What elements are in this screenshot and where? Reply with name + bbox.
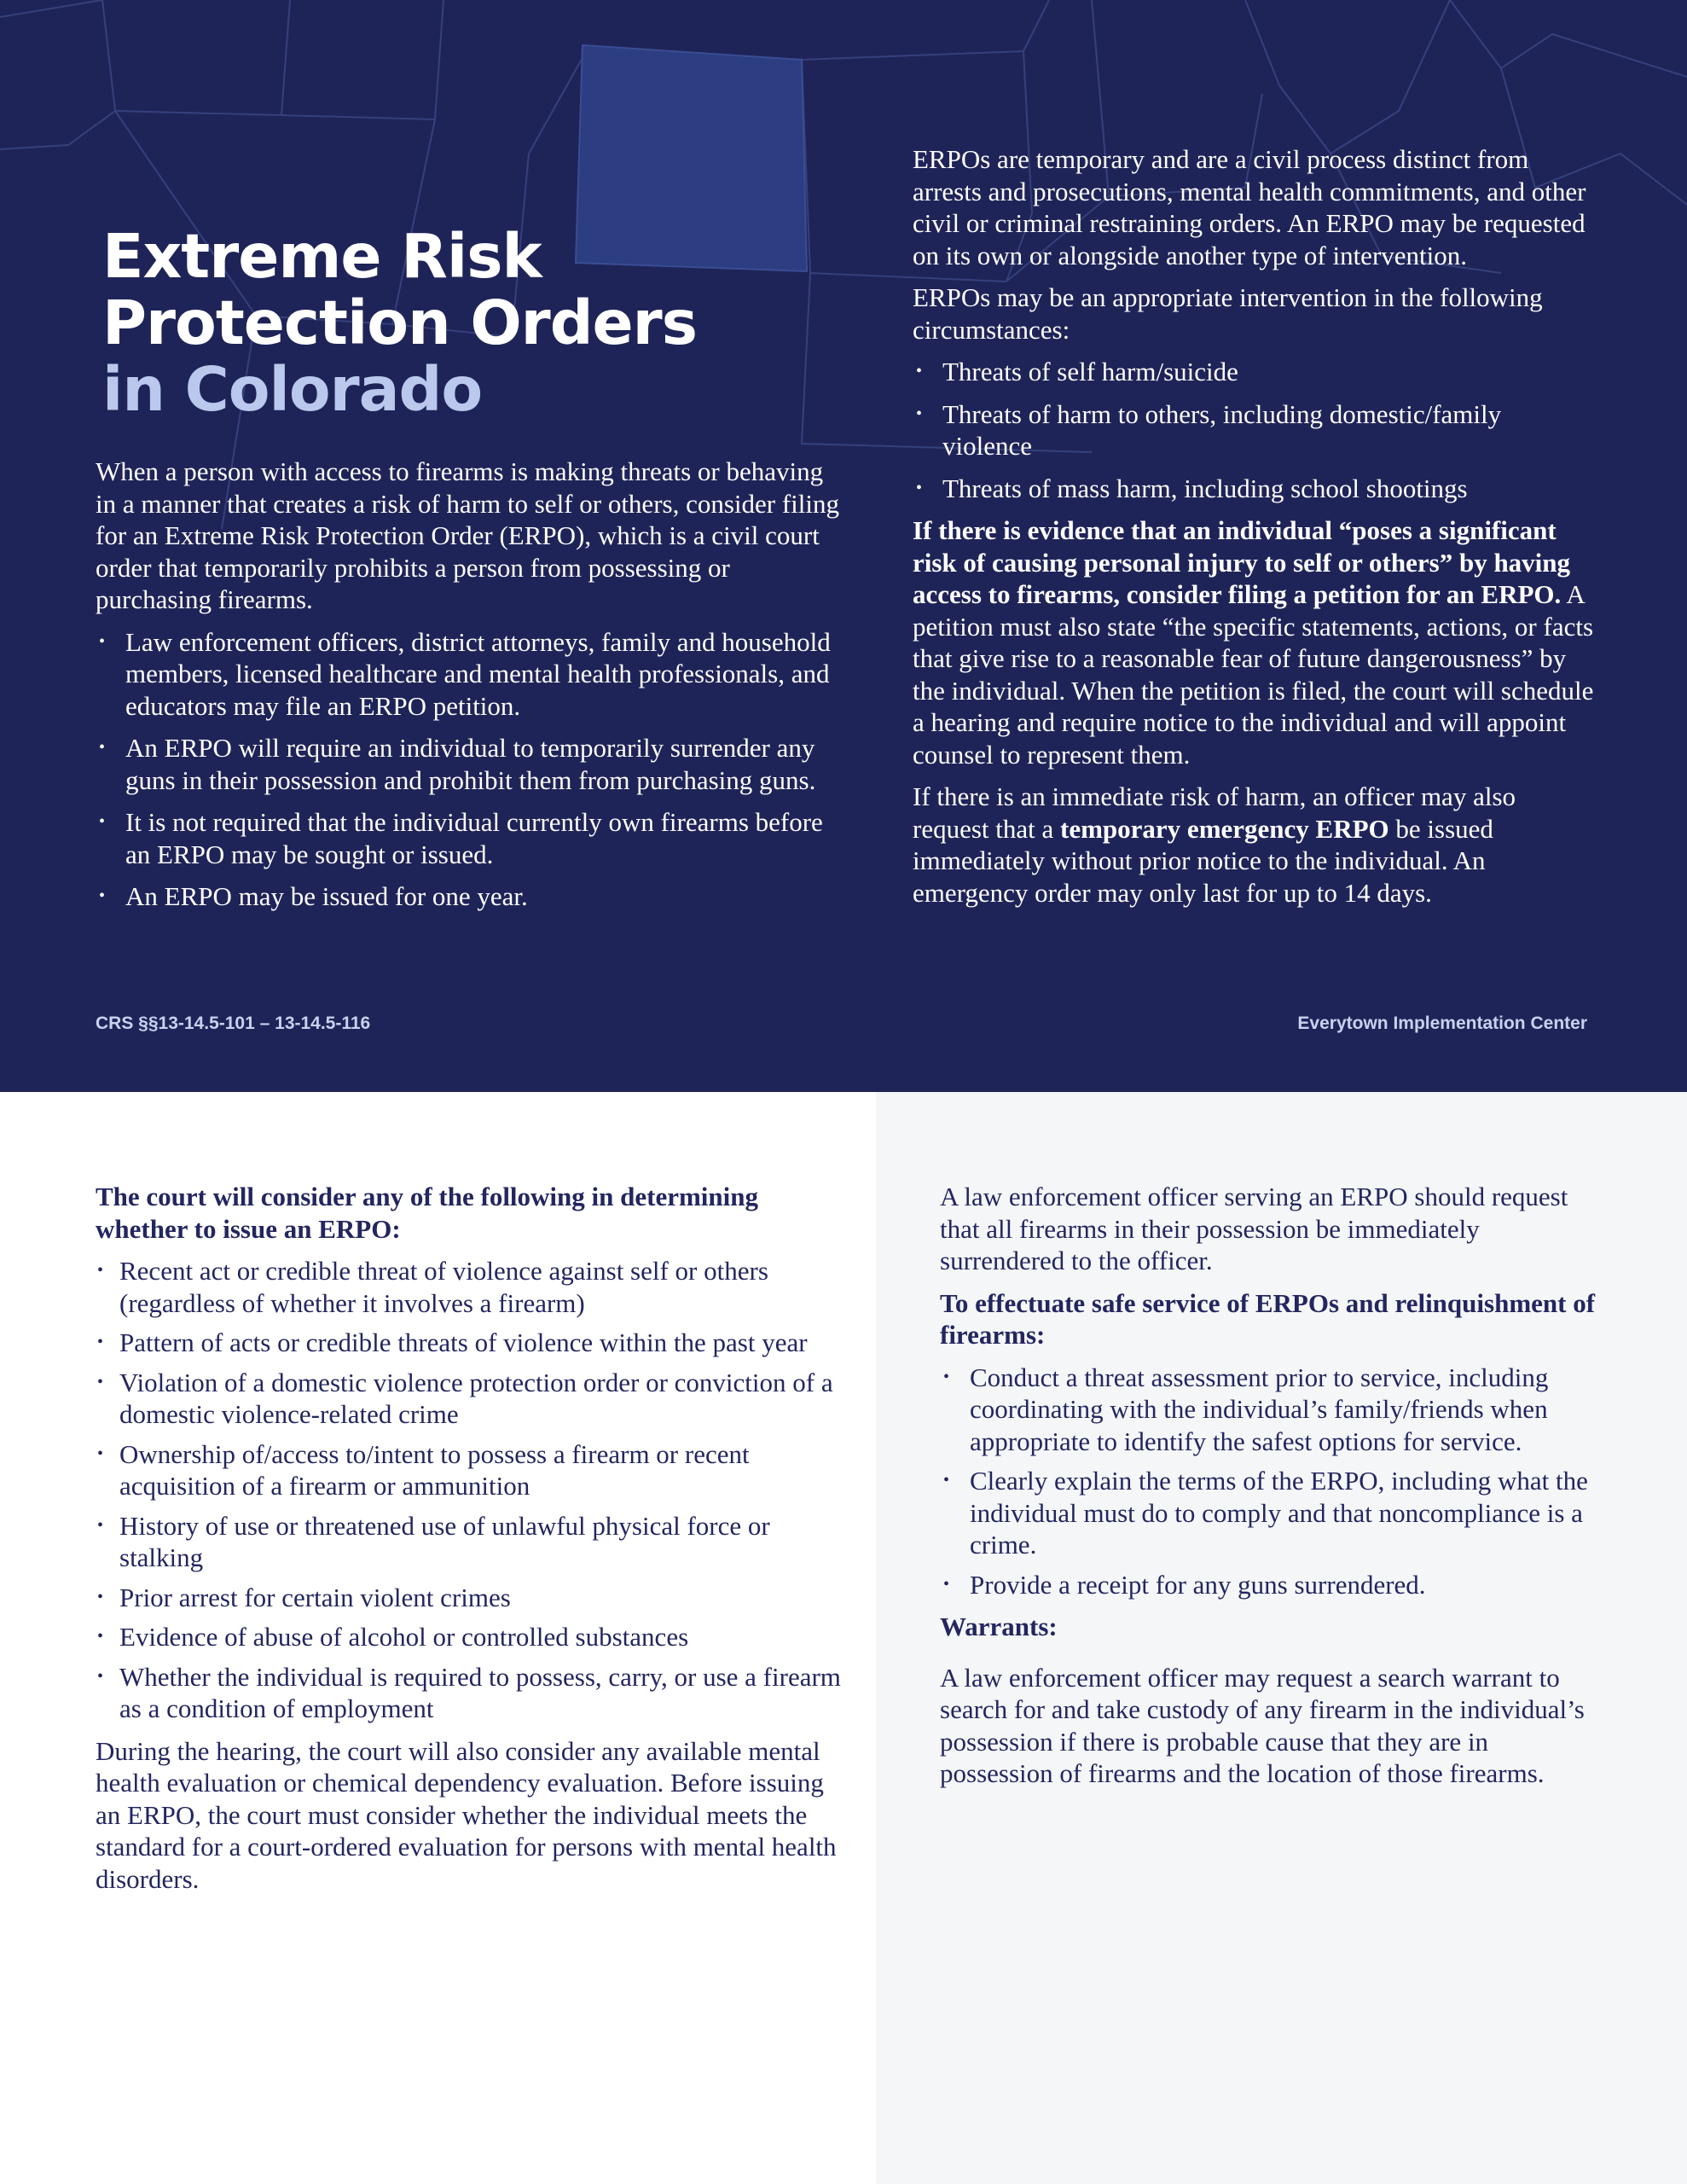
intro-column: [96, 456, 846, 923]
list-item: • An ERPO may be issued for one year.: [96, 880, 846, 913]
overview-paragraph: ERPOs are temporary and are a civil process distinct from arrests and prosecutions, mental health commitments, and other civil or criminal restraining orders. An ERPO may be requested on its own or alongside another type of intervention.: [913, 144, 1586, 270]
emergency-emphasis: temporary emergency ERPO: [1060, 813, 1389, 844]
title-line-1: Extreme Risk: [102, 221, 542, 292]
warrants-paragraph: A law enforcement officer may request a search warrant to search for and take custody of any firearm in the individual’s possession if there is probable cause that they are in possession of firearms and the location of those firearms.: [940, 1662, 1585, 1788]
service-column: [940, 1181, 1597, 1800]
intro-paragraph: When a person with access to firearms is making threats or behaving in a manner that creates a risk of harm to self or others, consider filing for an Extreme Risk Protection Order (ERPO), which is a civil court order that temporarily prohibits a person from possessing or purchasing firearms.: [96, 456, 840, 614]
emergency-paragraph: [913, 781, 1595, 909]
considerations-list: [96, 1255, 846, 1725]
list-item: • Prior arrest for certain violent crimes: [96, 1582, 846, 1614]
erpo-overview-column: [913, 143, 1595, 919]
petition-text: A petition must also state “the specific statements, actions, or facts that give rise to a reasonable fear of future dangerousness” by the individual. When the petition is filed, the court will schedule a hearing and require notice to the individual and will appoint counsel to represent them.: [913, 579, 1594, 770]
petition-paragraph: [913, 514, 1595, 770]
list-item: • Threats of mass harm, including school shootings: [913, 473, 1595, 505]
list-item: • Threats of harm to others, including domestic/family violence: [913, 398, 1595, 462]
list-item: • Clearly explain the terms of the ERPO, including what the individual must do to comply and that noncompliance is a crime.: [940, 1465, 1597, 1561]
emergency-text-b: be issued immediately without prior notice to the individual. An emergency order may only last for up to 14 days.: [913, 813, 1493, 908]
title-line-2: Protection Orders: [102, 288, 697, 358]
organization-credit: Everytown Implementation Center: [1297, 1014, 1587, 1033]
circumstances-intro: ERPOs may be an appropriate intervention in the following circumstances:: [913, 282, 1543, 345]
surrender-paragraph: A law enforcement officer serving an ERPO should request that all firearms in their possession be immediately surrendered to the officer.: [940, 1182, 1568, 1275]
considerations-heading: The court will consider any of the following in determining whether to issue an ERPO:: [96, 1182, 759, 1244]
safe-service-list: [940, 1362, 1597, 1601]
list-item: • Recent act or credible threat of violence against self or others (regardless of whether it involves a firearm): [96, 1255, 846, 1319]
title-line-3: in Colorado: [102, 354, 483, 425]
circumstances-list: [913, 356, 1595, 504]
warrants-heading: Warrants:: [940, 1612, 1058, 1641]
statute-citation: CRS §§13-14.5-101 – 13-14.5-116: [96, 1014, 371, 1033]
list-item: • Whether the individual is required to possess, carry, or use a firearm as a condition of employment: [96, 1661, 846, 1725]
page-title: [102, 221, 697, 425]
list-item: • Law enforcement officers, district attorneys, family and household members, licensed healthcare and mental health professionals, and educators may file an ERPO petition.: [96, 626, 846, 723]
list-item: • Threats of self harm/suicide: [913, 356, 1595, 388]
list-item: • Evidence of abuse of alcohol or controlled substances: [96, 1621, 846, 1653]
court-considerations-column: [96, 1181, 846, 1905]
emergency-text-a: If there is an immediate risk of harm, an officer may also request that a: [913, 781, 1516, 844]
hearing-paragraph: During the hearing, the court will also consider any available mental health evaluation or chemical dependency evaluation. Before issuing an ERPO, the court must consider whether the individual meets the standard for a court-ordered evaluation for persons with mental health disorders.: [96, 1735, 837, 1894]
list-item: • Provide a receipt for any guns surrendered.: [940, 1569, 1597, 1601]
intro-bullet-list: [96, 626, 846, 913]
list-item: • Violation of a domestic violence protection order or conviction of a domestic violence-related crime: [96, 1367, 846, 1431]
list-item: • An ERPO will require an individual to temporarily surrender any guns in their possession and prohibit them from purchasing guns.: [96, 732, 846, 796]
list-item: • It is not required that the individual currently own firearms before an ERPO may be sought or issued.: [96, 806, 846, 870]
list-item: • History of use or threatened use of unlawful physical force or stalking: [96, 1510, 846, 1574]
list-item: • Conduct a threat assessment prior to service, including coordinating with the individual’s family/friends when appropriate to identify the safest options for service.: [940, 1362, 1597, 1458]
safe-service-heading: To effectuate safe service of ERPOs and relinquishment of firearms:: [940, 1287, 1596, 1350]
petition-emphasis: If there is evidence that an individual “poses a significant risk of causing personal injury to self or others” by having access to firearms, consider filing a petition for an ERPO.: [913, 515, 1571, 609]
list-item: • Pattern of acts or credible threats of violence within the past year: [96, 1327, 846, 1359]
list-item: • Ownership of/access to/intent to possess a firearm or recent acquisition of a firearm or ammunition: [96, 1438, 846, 1502]
